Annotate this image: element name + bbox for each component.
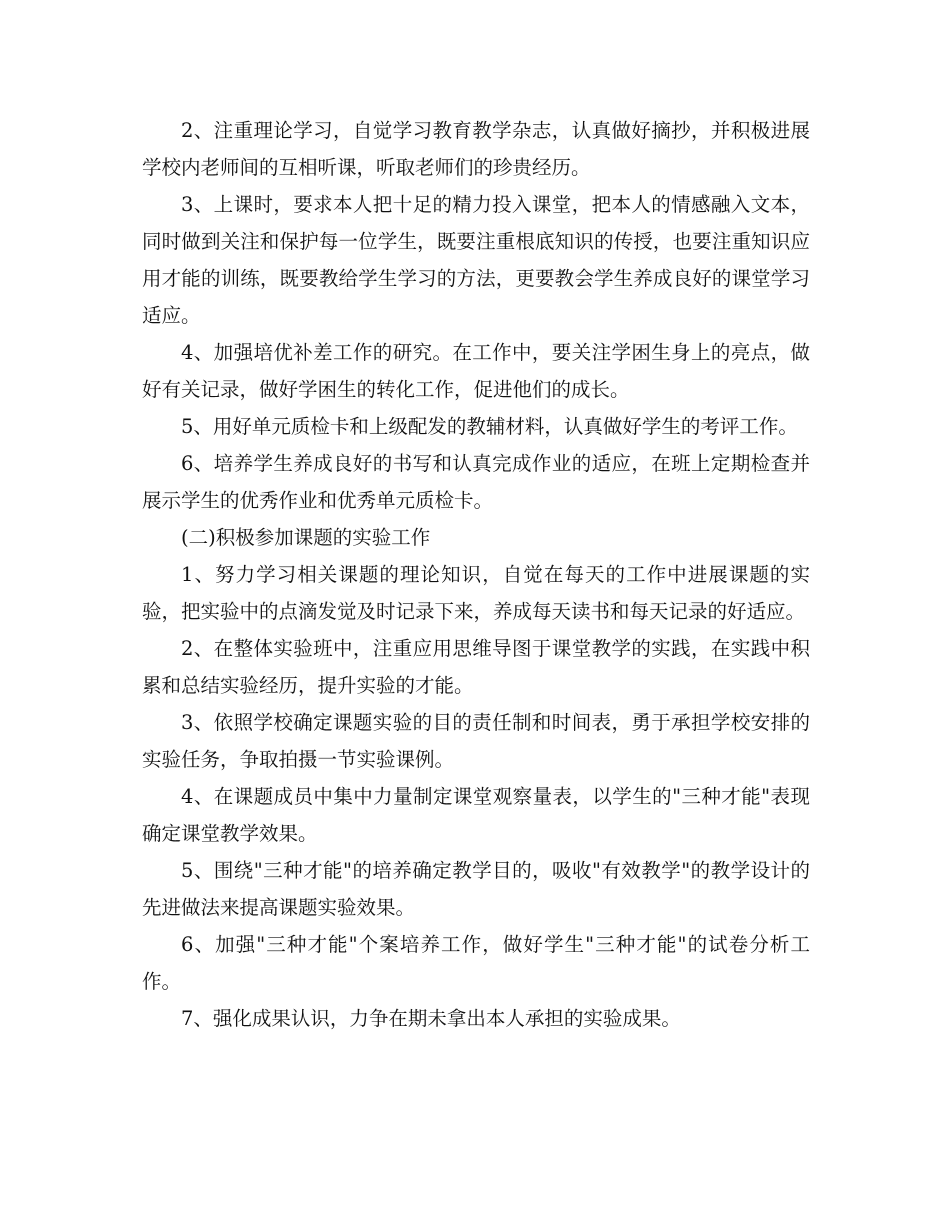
paragraph-item-2-theory-study: 2、注重理论学习，自觉学习教育教学杂志，认真做好摘抄，并积极进展学校内老师间的互相听课，听取老师们的珍贵经历。 xyxy=(142,119,810,179)
paragraph-item-4-tutoring: 4、加强培优补差工作的研究。在工作中，要关注学困生身上的亮点，做好有关记录，做好学困生的转化工作，促进他们的成长。 xyxy=(142,341,810,401)
paragraph-research-7: 7、强化成果认识，力争在期未拿出本人承担的实验成果。 xyxy=(181,1007,681,1030)
paragraph-research-5: 5、围绕"三种才能"的培养确定教学目的，吸收"有效教学"的教学设计的先进做法来提高课题实验效果。 xyxy=(142,859,810,919)
paragraph-item-5-assessment: 5、用好单元质检卡和上级配发的教辅材料，认真做好学生的考评工作。 xyxy=(181,415,798,438)
section-heading-research: (二)积极参加课题的实验工作 xyxy=(181,526,431,549)
paragraph-research-6: 6、加强"三种才能"个案培养工作，做好学生"三种才能"的试卷分析工作。 xyxy=(142,933,810,993)
paragraph-item-3-classroom: 3、上课时，要求本人把十足的精力投入课堂，把本人的情感融入文本，同时做到关注和保护每一位学生，既要注重根底知识的传授，也要注重知识应用才能的训练，既要教给学生学习的方法，更要教会学生养成良好的课堂学习适应。 xyxy=(142,193,810,327)
paragraph-research-1: 1、努力学习相关课题的理论知识，自觉在每天的工作中进展课题的实验，把实验中的点滴发觉及时记录下来，养成每天读书和每天记录的好适应。 xyxy=(142,563,810,623)
paragraph-research-3: 3、依照学校确定课题实验的目的责任制和时间表，勇于承担学校安排的实验任务，争取拍摄一节实验课例。 xyxy=(142,711,810,771)
paragraph-item-6-homework: 6、培养学生养成良好的书写和认真完成作业的适应，在班上定期检查并展示学生的优秀作业和优秀单元质检卡。 xyxy=(142,452,810,512)
document-body xyxy=(142,112,810,1037)
paragraph-research-2: 2、在整体实验班中，注重应用思维导图于课堂教学的实践，在实践中积累和总结实验经历，提升实验的才能。 xyxy=(142,637,810,697)
paragraph-research-4: 4、在课题成员中集中力量制定课堂观察量表，以学生的"三种才能"表现确定课堂教学效果。 xyxy=(142,785,810,845)
